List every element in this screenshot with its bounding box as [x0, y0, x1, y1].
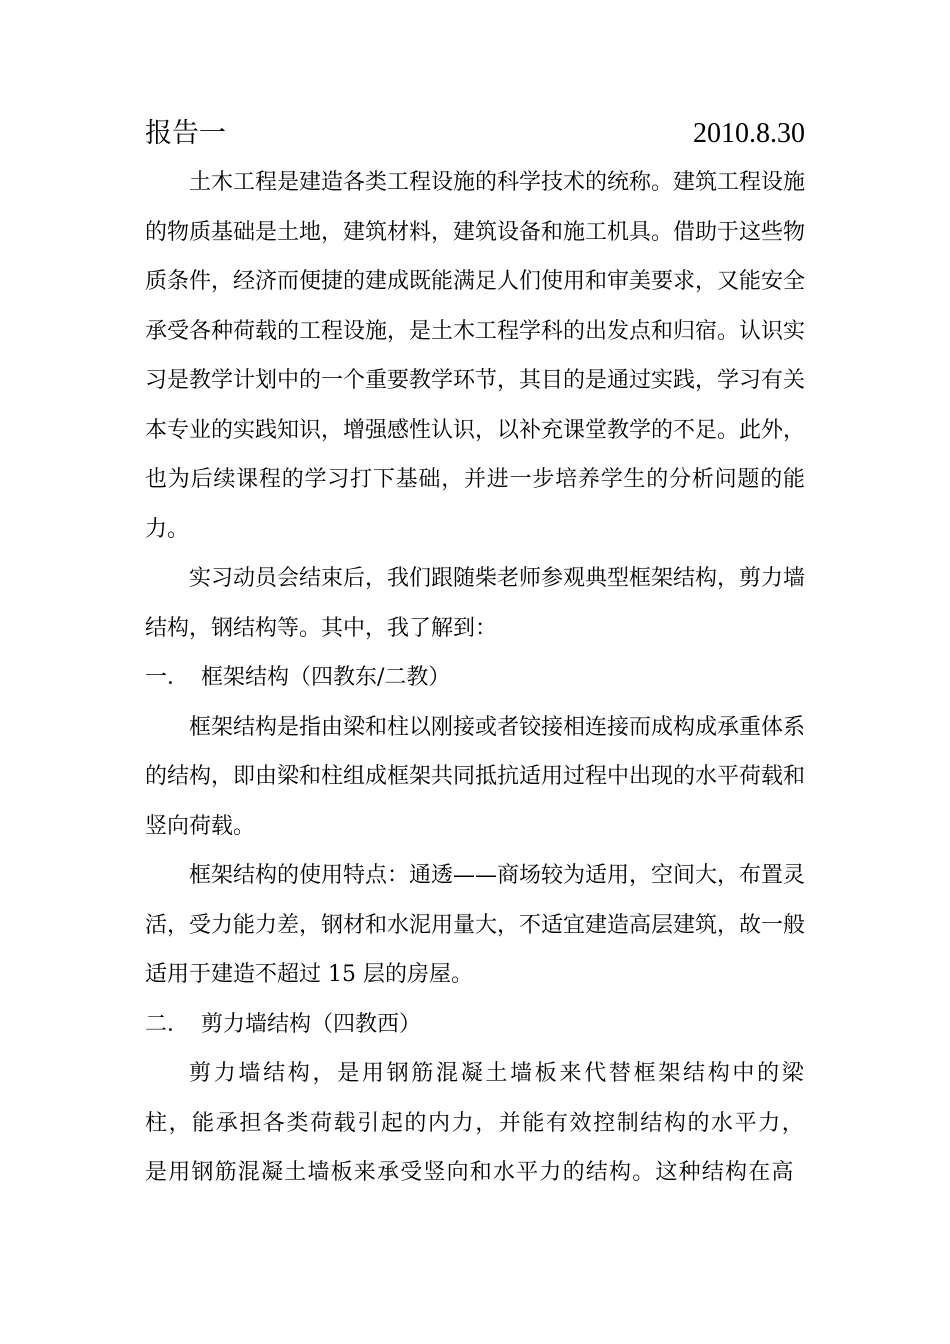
report-date: 2010.8.30 [693, 118, 805, 149]
visit-paragraph: 实习动员会结束后，我们跟随柴老师参观典型框架结构，剪力墙结构，钢结构等。其中，我了解到： [145, 566, 806, 641]
frame-features-paragraph: 框架结构的使用特点：通透——商场较为适用，空间大，布置灵活，受力能力差，钢材和水泥用量大，不适宜建造高层建筑，故一般适用于建造不超过 15 层的房屋。 [145, 863, 806, 987]
section-number: 一． [145, 665, 190, 690]
report-title: 报告一 [145, 118, 226, 149]
section-title: 框架结构（四教东/二教） [201, 665, 451, 690]
section-number: 二． [145, 1011, 190, 1037]
shear-wall-paragraph: 剪力墙结构，是用钢筋混凝土墙板来代替框架结构中的梁柱，能承担各类荷载引起的内力，并能有效控制结构的水平力，是用钢筋混凝土墙板来承受竖向和水平力的结构。这种结构在高 [145, 1061, 805, 1185]
intro-paragraph: 土木工程是建造各类工程设施的科学技术的统称。建筑工程设施的物质基础是土地，建筑材料，建筑设备和施工机具。借助于这些物质条件，经济而便捷的建成既能满足人们使用和审美要求，又能安全承受各种荷载的工程设施，是土木工程学科的出发点和归宿。认识实习是教学计划中的一个重要教学环节，其目的是通过实践，学习有关本专业的实践知识，增强感性认识，以补充课堂教学的不足。此外，也为后续课程的学习打下基础，并进一步培养学生的分析问题的能力。 [145, 170, 806, 542]
report-header [145, 110, 805, 158]
document-page [145, 110, 805, 1198]
section-heading-frame [145, 653, 805, 703]
section-title: 剪力墙结构（四教西） [201, 1011, 422, 1037]
frame-definition-paragraph: 框架结构是指由梁和柱以刚接或者铰接相连接而成构成承重体系的结构，即由梁和柱组成框架共同抵抗适用过程中出现的水平荷载和竖向荷载。 [145, 714, 806, 839]
section-heading-shear-wall [145, 1000, 805, 1050]
